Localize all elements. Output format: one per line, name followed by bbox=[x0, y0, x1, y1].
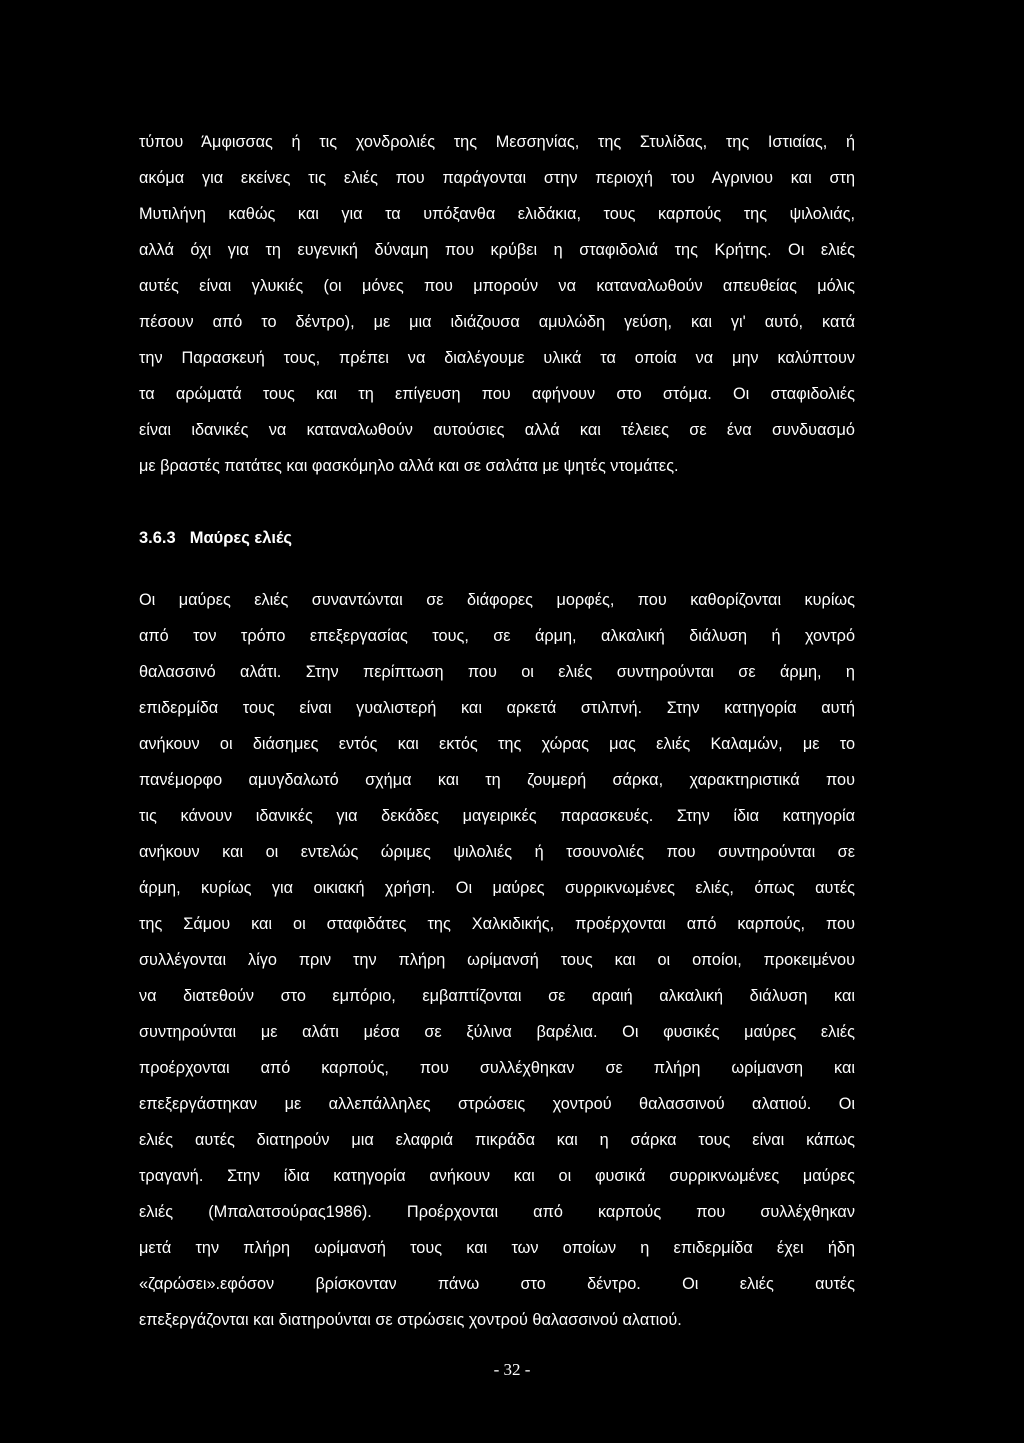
section-number: 3.6.3 bbox=[139, 529, 176, 547]
text-line: της Σάμου και οι σταφιδάτες της Χαλκιδικής, προέρχονται από καρπούς, που bbox=[139, 915, 855, 933]
text-line: να διατεθούν στο εμπόριο, εμβαπτίζονται σε αραιή αλκαλική διάλυση και bbox=[139, 987, 855, 1005]
text-line: Οι μαύρες ελιές συναντώνται σε διάφορες μορφές, που καθορίζονται κυρίως bbox=[139, 591, 855, 609]
text-line: επεξεργάζονται και διατηρούνται σε στρώσεις χοντρού θαλασσινού αλατιού. bbox=[139, 1311, 682, 1329]
text-line: τα αρώματά τους και τη επίγευση που αφήνουν στο στόμα. Οι σταφιδολιές bbox=[139, 385, 855, 403]
text-line: συλλέγονται λίγο πριν την πλήρη ωρίμανσή τους και οι οποίοι, προκειμένου bbox=[139, 951, 855, 969]
text-line: με βραστές πατάτες και φασκόμηλο αλλά και σε σαλάτα με ψητές ντομάτες. bbox=[139, 457, 679, 475]
text-line: άρμη, κυρίως για οικιακή χρήση. Οι μαύρες συρρικνωμένες ελιές, όπως αυτές bbox=[139, 879, 855, 897]
text-line: πανέμορφο αμυγδαλωτό σχήμα και τη ζουμερή σάρκα, χαρακτηριστικά που bbox=[139, 771, 855, 789]
text-line: ελιές (Μπαλατσούρας1986). Προέρχονται από καρπούς που συλλέχθηκαν bbox=[139, 1203, 855, 1221]
text-line: επεξεργάστηκαν με αλλεπάλληλες στρώσεις χοντρού θαλασσινού αλατιού. Οι bbox=[139, 1095, 855, 1113]
text-line: τραγανή. Στην ίδια κατηγορία ανήκουν και οι φυσικά συρρικνωμένες μαύρες bbox=[139, 1167, 855, 1185]
text-line: ελιές αυτές διατηρούν μια ελαφριά πικράδα και η σάρκα τους είναι κάπως bbox=[139, 1131, 855, 1149]
text-line: μετά την πλήρη ωρίμανσή τους και των οποίων η επιδερμίδα έχει ήδη bbox=[139, 1239, 855, 1257]
text-line: αυτές είναι γλυκιές (οι μόνες που μπορούν να καταναλωθούν απευθείας μόλις bbox=[139, 277, 855, 295]
text-line: αλλά όχι για τη ευγενική δύναμη που κρύβει η σταφιδολιά της Κρήτης. Οι ελιές bbox=[139, 241, 855, 259]
text-line: τις κάνουν ιδανικές για δεκάδες μαγειρικές παρασκευές. Στην ίδια κατηγορία bbox=[139, 807, 855, 825]
text-line: προέρχονται από καρπούς, που συλλέχθηκαν σε πλήρη ωρίμανση και bbox=[139, 1059, 855, 1077]
text-line: ανήκουν οι διάσημες εντός και εκτός της χώρας μας ελιές Καλαμών, με το bbox=[139, 735, 855, 753]
section-heading bbox=[139, 520, 292, 556]
text-line: συντηρούνται με αλάτι μέσα σε ξύλινα βαρέλια. Οι φυσικές μαύρες ελιές bbox=[139, 1023, 855, 1041]
text-line: «ζαρώσει».εφόσον βρίσκονταν πάνω στο δέντρο. Οι ελιές αυτές bbox=[139, 1275, 855, 1293]
paragraph-black-olives bbox=[139, 582, 855, 1338]
text-line: θαλασσινό αλάτι. Στην περίπτωση που οι ελιές συντηρούνται σε άρμη, η bbox=[139, 663, 855, 681]
text-line: τύπου Άμφισσας ή τις χονδρολιές της Μεσσηνίας, της Στυλίδας, της Ιστιαίας, ή bbox=[139, 133, 855, 151]
section-title: Μαύρες ελιές bbox=[189, 529, 293, 547]
text-line: επιδερμίδα τους είναι γυαλιστερή και αρκετά στιλπνή. Στην κατηγορία αυτή bbox=[139, 699, 855, 717]
paragraph-olive-varieties bbox=[139, 124, 855, 484]
text-line: την Παρασκευή τους, πρέπει να διαλέγουμε υλικά τα οποία να μην καλύπτουν bbox=[139, 349, 855, 367]
text-line: από τον τρόπο επεξεργασίας τους, σε άρμη, αλκαλική διάλυση ή χοντρό bbox=[139, 627, 855, 645]
text-line: είναι ιδανικές να καταναλωθούν αυτούσιες αλλά και τέλειες σε ένα συνδυασμό bbox=[139, 421, 855, 439]
text-line: ακόμα για εκείνες τις ελιές που παράγονται στην περιοχή του Αγρινιου και στη bbox=[139, 169, 855, 187]
page-number: - 32 - bbox=[493, 1360, 531, 1379]
text-line: ανήκουν και οι εντελώς ώριμες ψιλολιές ή τσουνολιές που συντηρούνται σε bbox=[139, 843, 855, 861]
text-line: πέσουν από το δέντρο), με μια ιδιάζουσα αμυλώδη γεύση, και γι' αυτό, κατά bbox=[139, 313, 855, 331]
text-line: Μυτιλήνη καθώς και για τα υπόξανθα ελιδάκια, τους καρπούς της ψιλολιάς, bbox=[139, 205, 855, 223]
